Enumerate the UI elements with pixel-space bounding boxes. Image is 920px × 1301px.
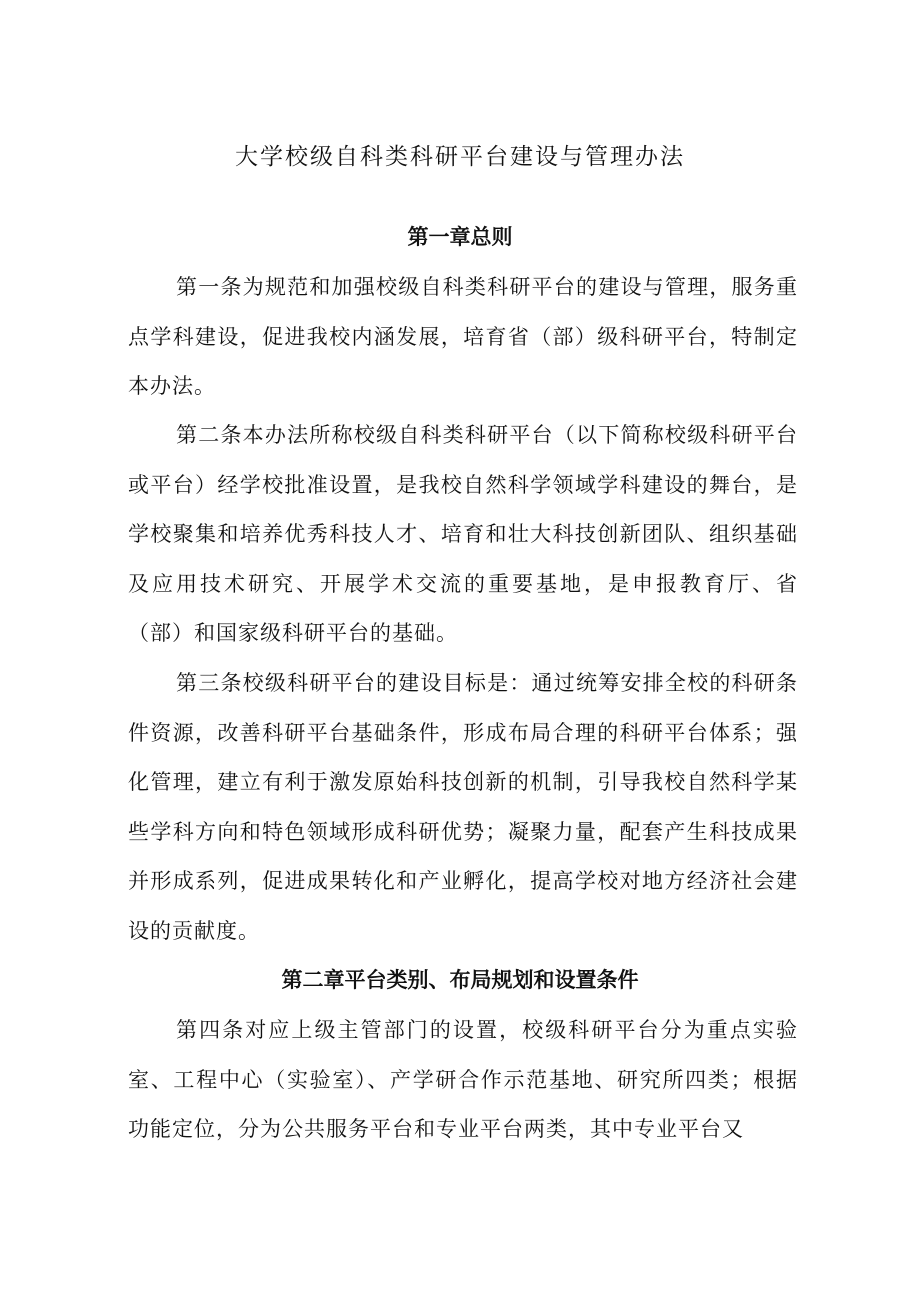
article-3-paragraph: 第三条校级科研平台的建设目标是：通过统筹安排全校的科研条件资源，改善科研平台基础条件，形成布局合理的科研平台体系；强化管理，建立有利于激发原始科技创新的机制，引导我校自然科学某些学科方向和特色领域形成科研优势；凝聚力量，配套产生科技成果并形成系列，促进成果转化和产业孵化，提高学校对地方经济社会建设的贡献度。 xyxy=(128,671,798,943)
article-2-paragraph: 第二条本办法所称校级自科类科研平台（以下简称校级科研平台或平台）经学校批准设置，是我校自然科学领域学科建设的舞台，是学校聚集和培养优秀科技人才、培育和壮大科技创新团队、组织基础及应用技术研究、开展学术交流的重要基地，是申报教育厅、省（部）和国家级科研平台的基础。 xyxy=(128,423,798,645)
chapter-1-heading: 第一章总则 xyxy=(407,224,513,249)
document-title: 大学校级自科类科研平台建设与管理办法 xyxy=(235,144,685,170)
article-1-paragraph: 第一条为规范和加强校级自科类科研平台的建设与管理，服务重点学科建设，促进我校内涵发展，培育省（部）级科研平台，特制定本办法。 xyxy=(128,275,798,398)
article-4-paragraph: 第四条对应上级主管部门的设置，校级科研平台分为重点实验室、工程中心（实验室）、产学研合作示范基地、研究所四类；根据功能定位，分为公共服务平台和专业平台两类，其中专业平台又 xyxy=(128,1018,798,1141)
chapter-2-heading: 第二章平台类别、布局规划和设置条件 xyxy=(281,967,639,992)
